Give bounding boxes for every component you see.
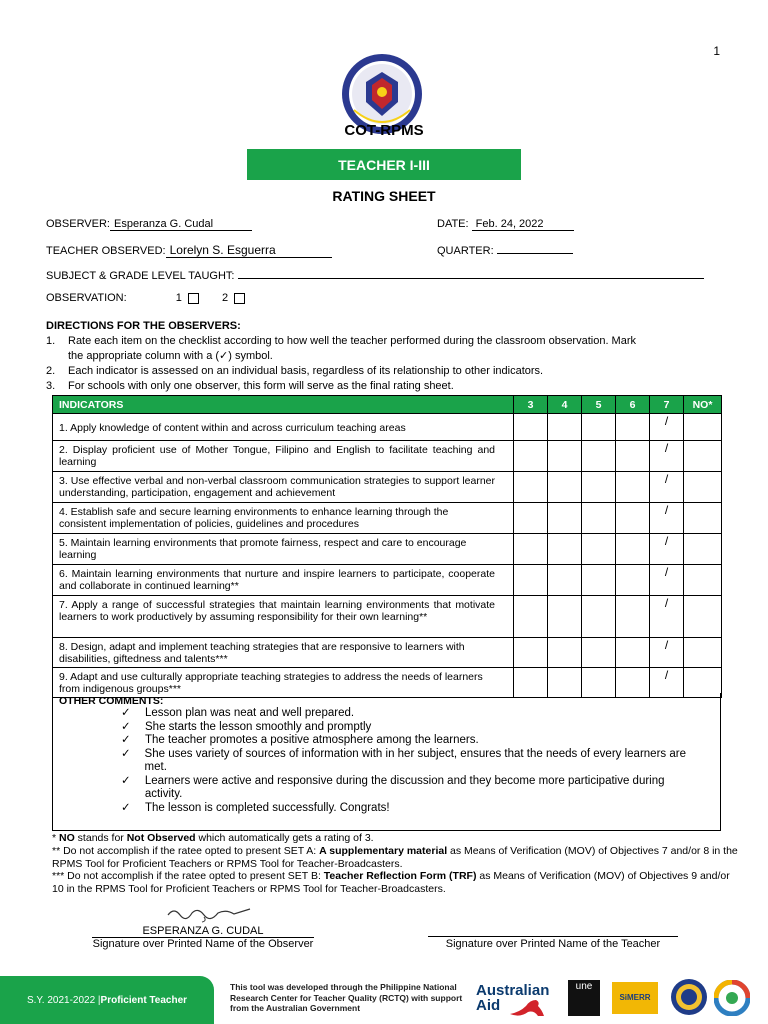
table-row	[53, 503, 722, 534]
rating-mark: /	[664, 565, 669, 579]
column-header: NO*	[684, 396, 722, 414]
rating-mark: /	[664, 503, 669, 517]
teacher-signature-caption: Signature over Printed Name of the Teacher	[445, 938, 661, 950]
check-icon: ✓	[121, 707, 131, 719]
rating-cell[interactable]	[616, 414, 650, 441]
rating-cell[interactable]	[684, 503, 722, 534]
observer-label: OBSERVER:	[46, 218, 110, 230]
teacher-level-band	[247, 149, 521, 180]
rating-cell[interactable]	[616, 503, 650, 534]
rating-cell[interactable]	[684, 638, 722, 668]
comment-item: ✓ Lesson plan was neat and well prepared.	[121, 707, 355, 719]
date-value: Feb. 24, 2022	[472, 218, 574, 231]
rating-cell[interactable]	[514, 565, 548, 596]
observer-value: Esperanza G. Cudal	[110, 218, 252, 231]
rating-cell[interactable]	[616, 596, 650, 638]
comments-list	[121, 707, 701, 815]
rating-cell-7[interactable]	[650, 472, 684, 503]
rating-cell[interactable]	[514, 534, 548, 565]
rating-mark: /	[664, 668, 669, 682]
rating-cell[interactable]	[548, 414, 582, 441]
rating-cell[interactable]	[514, 414, 548, 441]
rating-mark: /	[664, 596, 669, 610]
column-header: 3	[514, 396, 548, 414]
date-field	[437, 218, 574, 231]
check-icon: ✓	[121, 747, 131, 760]
pnu-seal-icon	[670, 978, 708, 1016]
rating-cell[interactable]	[616, 565, 650, 596]
check-icon: ✓	[121, 801, 131, 814]
quarter-field	[437, 243, 573, 257]
rating-cell[interactable]	[616, 472, 650, 503]
directions-heading: DIRECTIONS FOR THE OBSERVERS:	[46, 320, 241, 332]
column-header: 7	[650, 396, 684, 414]
rating-cell-7[interactable]	[650, 503, 684, 534]
rating-cell[interactable]	[582, 596, 616, 638]
table-row	[53, 534, 722, 565]
subject-blank	[238, 268, 704, 279]
teacher-observed-label: TEACHER OBSERVED:	[46, 245, 166, 257]
footer-school-year: S.Y. 2021-2022 | Proficient Teacher	[0, 976, 214, 1024]
indicator-text: 5. Maintain learning environments that promote fairness, respect and care to encourage learning	[53, 534, 514, 565]
footer-level: Proficient Teacher	[100, 994, 188, 1006]
footnotes	[52, 832, 742, 896]
table-row	[53, 565, 722, 596]
column-header: 6	[616, 396, 650, 414]
teacher-observed-value: Lorelyn S. Esguerra	[166, 243, 332, 258]
australian-aid-logo: Australian Aid	[476, 982, 550, 1014]
comment-item: ✓ She starts the lesson smoothly and promptly	[121, 720, 372, 733]
rating-cell[interactable]	[684, 414, 722, 441]
rating-cell[interactable]	[684, 472, 722, 503]
table-row	[53, 596, 722, 638]
teacher-signature-line	[428, 936, 678, 937]
rating-mark: /	[664, 441, 669, 455]
observer-signature	[164, 903, 254, 923]
table-row	[53, 638, 722, 668]
column-header: 4	[548, 396, 582, 414]
rating-mark: /	[664, 414, 669, 428]
indicator-text: 6. Maintain learning environments that nurture and inspire learners to participate, cooperate and collaborate in continued learning**	[53, 565, 514, 596]
note-no: * NO stands for Not Observed which automatically gets a rating of 3.	[52, 832, 374, 844]
rating-cell[interactable]	[582, 565, 616, 596]
quarter-blank	[497, 243, 573, 254]
teacher-level-label: TEACHER I-III	[338, 156, 430, 173]
rating-cell-7[interactable]	[650, 596, 684, 638]
table-row	[53, 472, 722, 503]
teacher-observed-field	[46, 243, 332, 258]
rating-cell[interactable]	[684, 441, 722, 472]
rctq-logo-icon	[714, 980, 750, 1016]
rating-cell[interactable]	[514, 472, 548, 503]
signature-scribble-icon	[164, 903, 254, 923]
direction-item: the appropriate column with a (✓) symbol.	[68, 350, 273, 362]
indicator-text: 9. Adapt and use culturally appropriate teaching strategies to address the needs of learners from indigenous groups***	[53, 668, 514, 698]
rating-mark: /	[664, 638, 669, 652]
rating-cell[interactable]	[548, 565, 582, 596]
comment-item: ✓ The lesson is completed successfully. Congrats!	[121, 801, 390, 814]
rating-cell[interactable]	[582, 472, 616, 503]
observation-checkbox-1[interactable]	[188, 293, 199, 304]
subject-label: SUBJECT & GRADE LEVEL TAUGHT:	[46, 270, 235, 282]
rating-cell-7[interactable]	[650, 638, 684, 668]
rating-cell[interactable]	[582, 414, 616, 441]
rating-cell[interactable]	[582, 503, 616, 534]
kangaroo-icon	[508, 996, 546, 1018]
indicator-text: 7. Apply a range of successful strategies that maintain learning environments that motivate learners to work productively by assuming responsibility for their own learning**	[53, 596, 514, 638]
quarter-label: QUARTER:	[437, 245, 494, 257]
table-row	[53, 414, 722, 441]
comment-item: ✓ The teacher promotes a positive atmosphere among the learners.	[121, 734, 479, 746]
rating-cell-7[interactable]	[650, 565, 684, 596]
rating-cell[interactable]	[616, 441, 650, 472]
check-icon: ✓	[121, 720, 131, 733]
rating-cell[interactable]	[514, 441, 548, 472]
check-icon: ✓	[121, 734, 131, 746]
direction-item: 3. For schools with only one observer, this form will serve as the final rating sheet.	[46, 380, 454, 392]
rating-cell[interactable]	[514, 503, 548, 534]
directions	[46, 319, 736, 394]
rating-cell[interactable]	[548, 503, 582, 534]
comment-item: ✓ She uses variety of sources of information with in her subject, ensures that the needs of every learners are met.	[121, 747, 686, 773]
rating-cell-7[interactable]	[650, 441, 684, 472]
check-icon: ✓	[121, 774, 131, 787]
observer-signature-caption: Signature over Printed Name of the Observer	[92, 938, 314, 950]
footer-attribution: This tool was developed through the Philippine National Research Center for Teacher Quality (RCTQ) with support from the Australian Government	[230, 982, 463, 1013]
indicator-text: 4. Establish safe and secure learning environments to enhance learning through the consistent implementation of policies, guidelines and procedures	[53, 503, 514, 534]
comment-item: ✓ Learners were active and responsive during the discussion and they become more participative during activity.	[121, 774, 665, 800]
observer-field	[46, 218, 252, 231]
direction-item: 1. Rate each item on the checklist according to how well the teacher performed during the classroom observation. Mark	[46, 335, 637, 347]
observation-option-2: 2	[221, 292, 229, 304]
rating-cell[interactable]	[548, 534, 582, 565]
column-header: 5	[582, 396, 616, 414]
document-title: COT-RPMS	[344, 122, 424, 139]
rating-cell[interactable]	[582, 534, 616, 565]
indicator-text: 2. Display proficient use of Mother Tongue, Filipino and English to facilitate teaching and learning	[53, 441, 514, 472]
indicator-text: 1. Apply knowledge of content within and across curriculum teaching areas	[53, 414, 514, 441]
rating-cell[interactable]	[684, 596, 722, 638]
rating-cell[interactable]	[616, 534, 650, 565]
simerr-logo: SiMERR	[612, 982, 658, 1014]
observation-label: OBSERVATION:	[46, 292, 127, 304]
rating-cell[interactable]	[684, 565, 722, 596]
table-row	[53, 441, 722, 472]
observation-field	[46, 292, 245, 304]
indicator-text: 3. Use effective verbal and non-verbal classroom communication strategies to support learner understanding, participation, engagement and achievement	[53, 472, 514, 503]
indicator-text: 8. Design, adapt and implement teaching strategies that are responsive to learners with disabilities, giftedness and talents***	[53, 638, 514, 668]
rating-cell[interactable]	[616, 638, 650, 668]
rating-cell[interactable]	[548, 638, 582, 668]
rating-cell[interactable]	[514, 596, 548, 638]
rating-sheet-title: RATING SHEET	[332, 188, 436, 204]
rating-cell[interactable]	[548, 441, 582, 472]
observation-option-1: 1	[175, 292, 182, 304]
indicators-table	[52, 395, 722, 698]
observer-name: ESPERANZA G. CUDAL	[92, 925, 314, 938]
direction-item: 2. Each indicator is assessed on an individual basis, regardless of its relationship to other indicators.	[46, 365, 544, 377]
rating-cell[interactable]	[548, 596, 582, 638]
date-label: DATE:	[437, 218, 469, 230]
rating-cell[interactable]	[582, 441, 616, 472]
note-set-b: *** Do not accomplish if the ratee opted to present SET B: Teacher Reflection Form (TRF) as Means of Verification (MOV) of Objectives 9 and/or 10 in the RPMS Tool for Proficient Teachers or RPMS Tool for Teacher-Broadcasters.	[52, 870, 730, 896]
subject-field	[46, 268, 704, 282]
indicators-header: INDICATORS	[53, 396, 514, 414]
rating-mark: /	[664, 472, 669, 486]
rating-cell[interactable]	[514, 638, 548, 668]
other-comments-box	[52, 693, 721, 831]
rating-mark: /	[664, 534, 669, 548]
rating-cell-7[interactable]	[650, 414, 684, 441]
note-set-a: ** Do not accomplish if the ratee opted to present SET A: A supplementary material as Means of Verification (MOV) of Objectives 7 and/or 8 in the RPMS Tool for Proficient Teachers or RPMS Tool for Teacher-Broadcasters.	[52, 844, 738, 870]
table-header-row	[53, 396, 722, 414]
observation-checkbox-2[interactable]	[234, 293, 245, 304]
rating-cell[interactable]	[684, 534, 722, 565]
rating-cell-7[interactable]	[650, 534, 684, 565]
other-comments-heading: OTHER COMMENTS:	[59, 695, 164, 707]
rating-cell[interactable]	[548, 472, 582, 503]
page-number: 1	[713, 44, 720, 58]
rating-cell[interactable]	[582, 638, 616, 668]
une-logo: une	[568, 980, 600, 1016]
